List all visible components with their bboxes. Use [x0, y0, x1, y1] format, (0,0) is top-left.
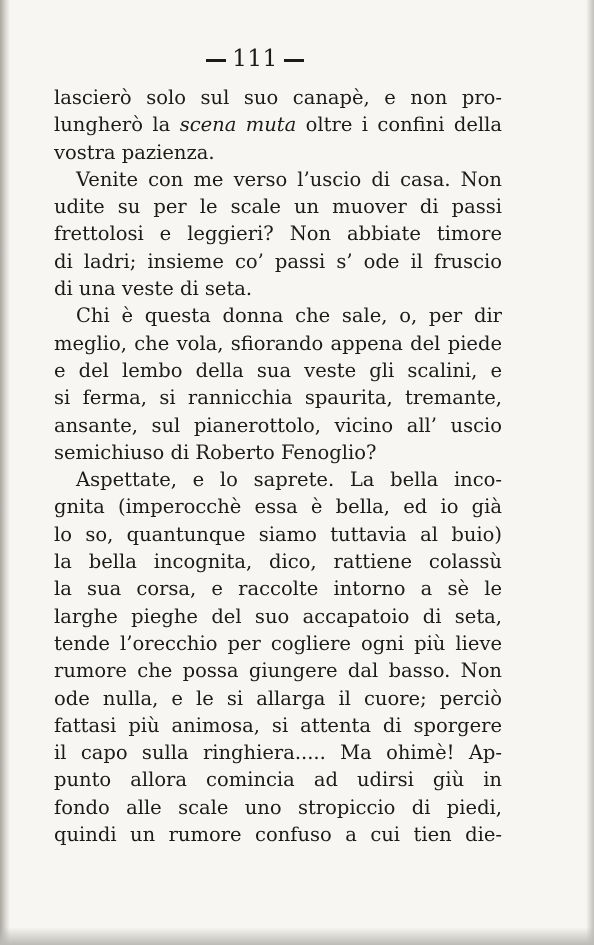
- text-line: Aspettate, e lo saprete. La bella inco-: [76, 468, 502, 492]
- page-edge-shadow: [586, 0, 594, 945]
- text-line: meglio, che vola, sfiorando appena del piede: [54, 331, 502, 355]
- text-line: [54, 111, 502, 138]
- page-number-header: [0, 46, 510, 72]
- text-line: di una veste di seta.: [54, 277, 253, 301]
- text-line: lo so, quantunque siamo tuttavia al buio): [54, 522, 502, 546]
- text-line: tende l’orecchio per cogliere ogni più lieve: [54, 631, 502, 655]
- text-line: punto allora comincia ad udirsi giù in: [54, 768, 502, 792]
- text-line: Chi è questa donna che sale, o, per dir: [76, 304, 502, 328]
- text-line: fondo alle scale uno stropiccio di piedi,: [54, 795, 502, 819]
- text-line: il capo sulla ringhiera..... Ma ohimè! Ap-: [54, 741, 502, 765]
- text-line: fattasi più animosa, si attenta di sporgere: [54, 713, 502, 737]
- text-line: larghe pieghe del suo accapatoio di seta,: [54, 604, 502, 628]
- italic-phrase: scena muta: [179, 113, 297, 137]
- text-line: e del lembo della sua veste gli scalini, e: [54, 358, 502, 382]
- text-line: frettolosi e leggieri? Non abbiate timore: [54, 222, 502, 246]
- text-line: la bella incognita, dico, rattiene colassù: [54, 550, 502, 574]
- text-line: la sua corsa, e raccolte intorno a sè le: [54, 577, 502, 601]
- page-number: 111: [232, 46, 278, 72]
- text-line: di ladri; insieme co’ passi s’ ode il fruscio: [54, 249, 502, 273]
- page-bottom-shadow: [0, 927, 594, 945]
- text-line: rumore che possa giungere dal basso. Non: [54, 659, 502, 683]
- text-line: udite su per le scale un muover di passi: [54, 195, 502, 219]
- body-text: [54, 84, 502, 848]
- dash-left: [206, 59, 226, 62]
- text-line: Venite con me verso l’uscio di casa. Non: [76, 167, 502, 191]
- text-segment: oltre i confini della: [296, 113, 502, 137]
- text-line: quindi un rumore confuso a cui tien die-: [54, 823, 502, 847]
- text-line: ansante, sul pianerottolo, vicino all’ uscio: [54, 413, 502, 437]
- text-line: gnita (imperocchè essa è bella, ed io già: [54, 495, 502, 519]
- text-line: lascierò solo sul suo canapè, e non pro-: [54, 86, 502, 109]
- page-gutter-shadow: [0, 0, 10, 945]
- text-line: vostra pazienza.: [54, 140, 215, 164]
- text-line: semichiuso di Roberto Fenoglio?: [54, 440, 377, 464]
- text-line: si ferma, si rannicchia spaurita, tremante,: [54, 386, 502, 410]
- dash-right: [284, 59, 304, 62]
- text-segment: lungherò la: [54, 113, 180, 137]
- text-line: ode nulla, e le si allarga il cuore; perciò: [54, 686, 502, 710]
